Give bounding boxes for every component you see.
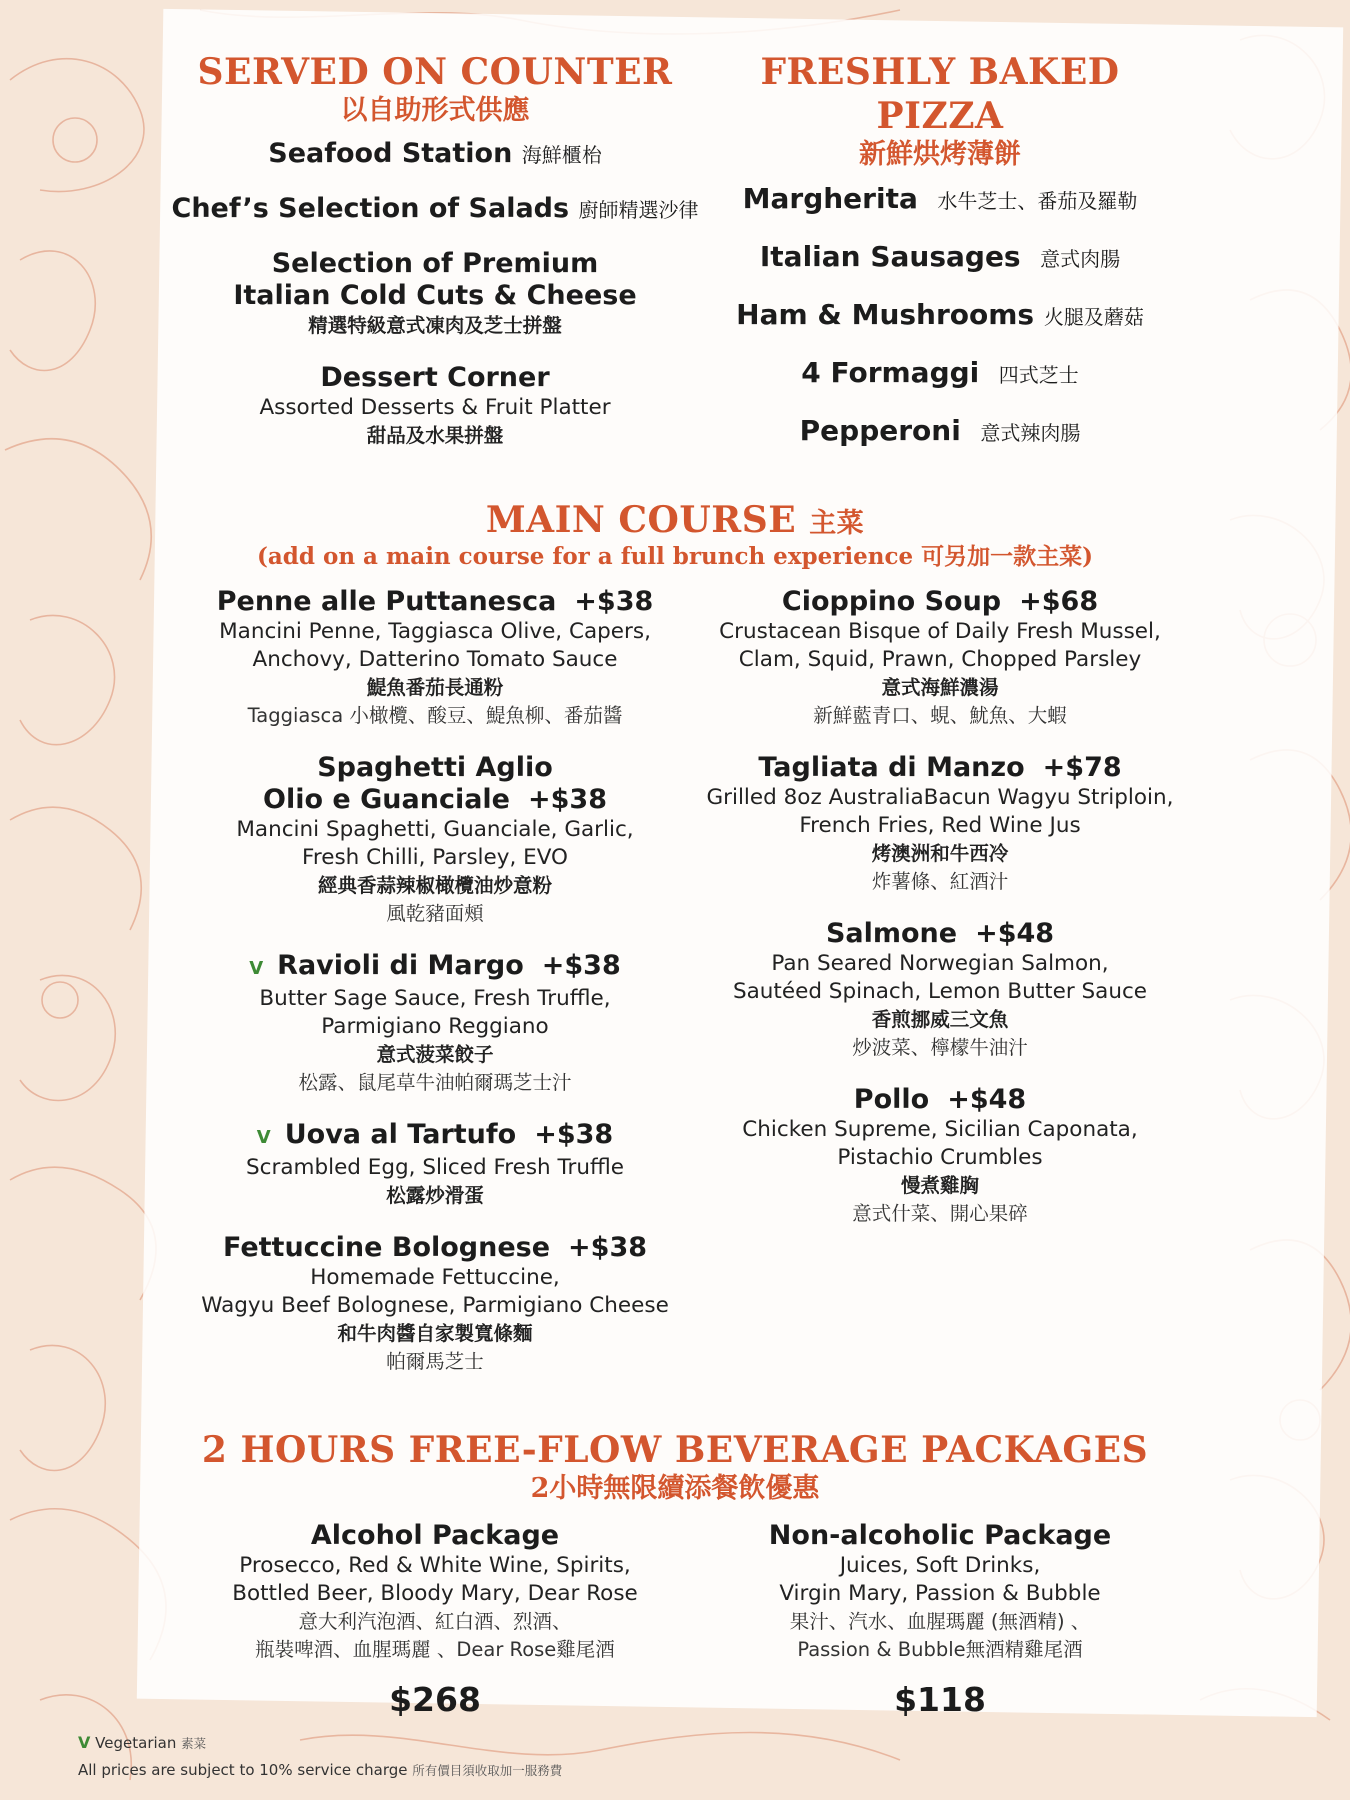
beverage-header	[180, 1428, 1170, 1506]
dish-price: +$38	[568, 1232, 648, 1263]
vegetarian-icon: V	[256, 1127, 271, 1148]
dish-zh-sub: Taggiasca 小橄欖、酸豆、鯷魚柳、番茄醬	[247, 704, 623, 727]
dish-desc: Sautéed Spinach, Lemon Butter Sauce	[732, 979, 1148, 1004]
dish-name: Pollo	[853, 1084, 930, 1115]
item-zh: 海鮮櫃枱	[521, 143, 602, 167]
dish-desc: Fresh Chilli, Parsley, EVO	[302, 845, 568, 870]
vegetarian-icon: V	[249, 958, 264, 979]
service-note-zh: 所有價目須收取加一服務費	[412, 1763, 563, 1778]
dish-price: +$68	[1019, 586, 1099, 617]
dish-desc: French Fries, Red Wine Jus	[799, 813, 1081, 838]
package-name: Non-alcoholic Package	[768, 1520, 1112, 1551]
dish-desc: Grilled 8oz AustraliaBacun Wagyu Striploin,	[706, 785, 1174, 810]
item-name: Italian Sausages	[759, 240, 1021, 273]
counter-item-premium-line1: Selection of Premium	[271, 248, 599, 279]
pizza-title-zh: 新鮮烘烤薄餅	[859, 139, 1021, 170]
item-name: Pepperoni	[799, 414, 961, 447]
dish-zh-sub: 炸薯條、紅酒汁	[871, 870, 1009, 893]
footer-vegetarian-note	[78, 1733, 206, 1752]
dish-zh: 香煎挪威三文魚	[871, 1008, 1009, 1031]
dish-title	[700, 918, 1180, 950]
dish-card	[180, 752, 690, 928]
dish-zh: 慢煮雞胸	[900, 1174, 979, 1197]
dish-name: Salmone	[825, 918, 958, 949]
dish-desc: Pistachio Crumbles	[837, 1145, 1043, 1170]
dish-zh-sub: 風乾豬面頰	[386, 902, 484, 925]
dish-card	[180, 950, 690, 1097]
counter-section	[170, 50, 700, 450]
dish-zh-sub: 炒波菜、檸檬牛油汁	[852, 1036, 1028, 1059]
dish-zh: 意式菠菜餃子	[376, 1043, 494, 1066]
dish-title-line2	[180, 784, 690, 816]
main-right-column	[700, 586, 1180, 1228]
dish-card	[700, 1084, 1180, 1228]
dish-desc: Crustacean Bisque of Daily Fresh Mussel,	[719, 619, 1161, 644]
package-zh: 意大利汽泡酒、紅白酒、烈酒、	[298, 1610, 572, 1633]
pizza-item	[700, 356, 1180, 392]
counter-item-salads	[170, 193, 700, 226]
dish-name: Penne alle Puttanesca	[216, 586, 557, 617]
counter-item-seafood	[170, 138, 700, 171]
dish-zh: 松露炒滑蛋	[386, 1184, 484, 1207]
counter-item-premium-zh: 精選特級意式凍肉及芝士拼盤	[308, 314, 562, 337]
counter-title: SERVED ON COUNTER	[197, 51, 673, 93]
dish-desc: Parmigiano Reggiano	[321, 1014, 549, 1039]
dish-zh: 意式海鮮濃湯	[881, 676, 999, 699]
dish-name: Uova al Tartufo	[284, 1119, 517, 1150]
item-zh: 四式芝士	[998, 363, 1079, 387]
dish-card	[180, 1232, 690, 1376]
package-desc: Bottled Beer, Bloody Mary, Dear Rose	[232, 1581, 638, 1606]
package-price: $268	[389, 1680, 481, 1719]
package-desc: Prosecco, Red & White Wine, Spirits,	[239, 1553, 631, 1578]
dish-zh: 鯷魚番茄長通粉	[366, 676, 504, 699]
dish-desc: Scrambled Egg, Sliced Fresh Truffle	[246, 1155, 624, 1180]
dish-title	[180, 950, 690, 985]
dish-desc: Mancini Penne, Taggiasca Olive, Capers,	[219, 619, 651, 644]
dish-price: +$38	[528, 784, 607, 815]
dish-price: +$78	[1042, 752, 1122, 783]
main-title-zh: 主菜	[809, 508, 865, 539]
dish-desc: Anchovy, Datterino Tomato Sauce	[252, 647, 618, 672]
pizza-item	[700, 240, 1180, 276]
beverage-title-zh: 2小時無限續添餐飲優惠	[530, 1473, 820, 1504]
pizza-item	[700, 298, 1180, 334]
pizza-item	[700, 182, 1180, 218]
dish-price: +$38	[574, 586, 654, 617]
counter-item-dessert: Dessert Corner	[320, 362, 550, 393]
dish-card	[700, 586, 1180, 730]
pizza-item	[700, 414, 1180, 450]
dish-name: Ravioli di Margo	[277, 950, 524, 981]
package-price: $118	[894, 1680, 986, 1719]
dish-desc: Pan Seared Norwegian Salmon,	[771, 951, 1109, 976]
dish-title	[180, 586, 690, 618]
dish-zh-sub: 意式什菜、開心果碎	[852, 1202, 1028, 1225]
dish-zh-sub: 帕爾馬芝士	[386, 1350, 484, 1373]
dish-zh-sub: 新鮮藍青口、蜆、魷魚、大蝦	[813, 704, 1067, 727]
footer-service-charge	[78, 1761, 562, 1779]
package-zh: Passion & Bubble無酒精雞尾酒	[797, 1638, 1083, 1661]
dish-zh: 和牛肉醬自家製寬條麵	[337, 1322, 533, 1345]
counter-title-zh: 以自助形式供應	[340, 95, 530, 126]
alcohol-package	[180, 1520, 690, 1720]
dish-desc: Butter Sage Sauce, Fresh Truffle,	[259, 986, 611, 1011]
item-zh: 意式肉腸	[1040, 247, 1121, 271]
main-course-subtitle: (add on a main course for a full brunch experience 可另加一款主菜)	[257, 543, 1093, 570]
package-zh: 果汁、汽水、血腥瑪麗 (無酒精) 、	[789, 1610, 1091, 1633]
dish-price: +$38	[534, 1119, 614, 1150]
item-zh: 廚師精選沙律	[578, 198, 699, 222]
dish-price: +$48	[947, 1084, 1027, 1115]
veg-label: Vegetarian	[95, 1734, 177, 1752]
dish-zh: 烤澳洲和牛西冷	[871, 842, 1009, 865]
package-name: Alcohol Package	[310, 1520, 560, 1551]
counter-item-premium-line2: Italian Cold Cuts & Cheese	[233, 280, 637, 311]
main-left-column	[180, 586, 690, 1376]
dish-desc: Homemade Fettuccine,	[310, 1265, 560, 1290]
dish-name: Fettuccine Bolognese	[222, 1232, 551, 1263]
dish-desc: Wagyu Beef Bolognese, Parmigiano Cheese	[201, 1293, 669, 1318]
dish-price: +$38	[541, 950, 621, 981]
dish-card	[180, 586, 690, 730]
dish-price: +$48	[975, 918, 1055, 949]
item-name: Seafood Station	[268, 138, 513, 169]
dish-title	[180, 1119, 690, 1154]
dish-title	[700, 586, 1180, 618]
dish-zh-sub: 松露、鼠尾草牛油帕爾瑪芝士汁	[298, 1071, 572, 1094]
item-name: Margherita	[742, 182, 918, 215]
dish-title	[700, 1084, 1180, 1116]
dish-name: Cioppino Soup	[781, 586, 1002, 617]
pizza-section	[700, 50, 1180, 450]
item-name: Ham & Mushrooms	[736, 298, 1035, 331]
dish-title-line1: Spaghetti Aglio	[317, 752, 553, 783]
item-name: Chef’s Selection of Salads	[171, 193, 570, 224]
counter-item-dessert-zh: 甜品及水果拼盤	[366, 424, 504, 447]
counter-item-dessert-desc: Assorted Desserts & Fruit Platter	[259, 395, 611, 420]
non-alcoholic-package	[700, 1520, 1180, 1720]
dish-card	[180, 1119, 690, 1210]
service-note: All prices are subject to 10% service charge	[78, 1761, 408, 1779]
main-course-title	[180, 498, 1170, 542]
dish-card	[700, 752, 1180, 896]
dish-title	[180, 1232, 690, 1264]
beverage-title: 2 HOURS FREE-FLOW BEVERAGE PACKAGES	[201, 1429, 1149, 1471]
dish-title	[700, 752, 1180, 784]
vegetarian-icon: V	[78, 1733, 91, 1752]
item-zh: 意式辣肉腸	[980, 421, 1081, 445]
dish-desc: Clam, Squid, Prawn, Chopped Parsley	[738, 647, 1142, 672]
dish-desc: Mancini Spaghetti, Guanciale, Garlic,	[236, 817, 634, 842]
dish-card	[700, 918, 1180, 1062]
dish-zh: 經典香蒜辣椒橄欖油炒意粉	[317, 874, 552, 897]
item-zh: 火腿及蘑菇	[1043, 305, 1144, 329]
item-zh: 水牛芝士、番茄及羅勒	[937, 189, 1138, 213]
pizza-title: FRESHLY BAKED PIZZA	[760, 51, 1120, 137]
dish-name: Tagliata di Manzo	[758, 752, 1025, 783]
main-title-en: MAIN COURSE	[485, 499, 797, 541]
veg-label-zh: 素菜	[181, 1736, 207, 1751]
main-course-header	[180, 498, 1170, 572]
dish-name: Olio e Guanciale	[263, 784, 510, 815]
package-desc: Juices, Soft Drinks,	[839, 1553, 1041, 1578]
package-zh: 瓶裝啤酒、血腥瑪麗 、Dear Rose雞尾酒	[255, 1638, 615, 1661]
package-desc: Virgin Mary, Passion & Bubble	[779, 1581, 1101, 1606]
item-name: 4 Formaggi	[801, 356, 980, 389]
dish-desc: Chicken Supreme, Sicilian Caponata,	[742, 1117, 1138, 1142]
